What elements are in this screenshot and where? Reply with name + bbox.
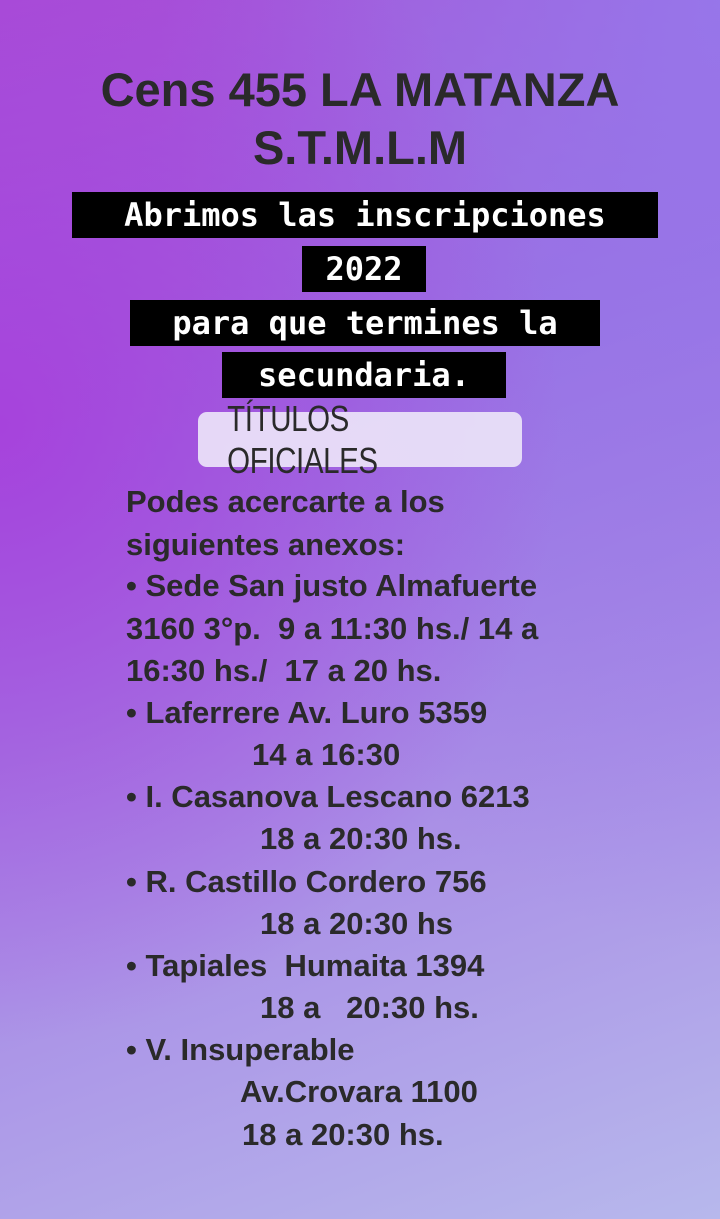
anexo-casanova-name: • I. Casanova Lescano 6213	[126, 779, 530, 814]
anexo-insuperable-name: • V. Insuperable	[126, 1032, 355, 1067]
anexo-san-justo-line-1: • Sede San justo Almafuerte	[126, 568, 538, 603]
anexo-casanova-hours: 18 a 20:30 hs.	[260, 821, 462, 856]
anexo-castillo-hours: 18 a 20:30 hs	[260, 906, 454, 941]
official-titles-badge	[198, 397, 522, 481]
official-titles-badge-label: TÍTULOS OFICIALES	[227, 397, 378, 481]
intro-line-1: Podes acercarte a los	[126, 484, 445, 519]
anexo-laferrere-hours: 14 a 16:30	[252, 737, 401, 772]
anexo-castillo-name: • R. Castillo Cordero 756	[126, 864, 487, 899]
union-acronym: S.T.M.L.M	[252, 121, 468, 174]
school-title: Cens 455 LA MATANZA	[100, 63, 620, 116]
anexo-insuperable-hours: 18 a 20:30 hs.	[242, 1117, 444, 1152]
anexo-san-justo-line-2: 3160 3°p. 9 a 11:30 hs./ 14 a	[126, 611, 539, 646]
anexo-laferrere-name: • Laferrere Av. Luro 5359	[126, 695, 488, 730]
announcement-year: 2022	[302, 246, 426, 292]
anexo-san-justo-line-3: 16:30 hs./ 17 a 20 hs.	[126, 653, 442, 688]
announcement-line-1: Abrimos las inscripciones	[72, 192, 658, 238]
announcement-line-4: secundaria.	[222, 352, 506, 398]
anexo-tapiales-name: • Tapiales Humaita 1394	[126, 948, 485, 983]
anexo-tapiales-hours: 18 a 20:30 hs.	[260, 990, 479, 1025]
anexo-insuperable-address: Av.Crovara 1100	[240, 1074, 478, 1109]
intro-line-2: siguientes anexos:	[126, 527, 406, 562]
announcement-line-3: para que termines la	[130, 300, 600, 346]
